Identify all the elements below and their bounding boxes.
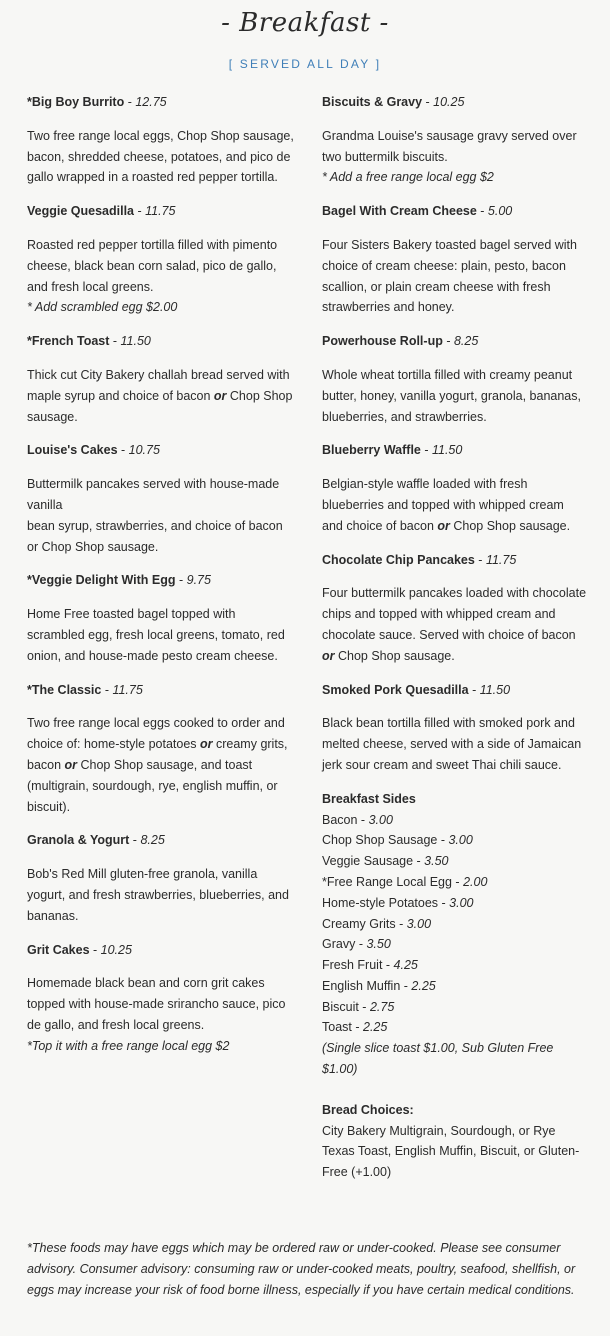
item-description: Belgian-style waffle loaded with fresh blueberries and topped with whipped cream and choice of bacon or Chop Shop sausage. (322, 477, 571, 533)
side-name: Gravy (322, 937, 356, 952)
side-item: Creamy Grits - 3.00 (322, 916, 432, 931)
side-item: Chop Shop Sausage - 3.00 (322, 833, 473, 848)
item-name: Biscuits & Gravy (322, 95, 423, 109)
item-name: *French Toast (27, 334, 110, 349)
item-name: Louise's Cakes (27, 443, 118, 458)
menu-item-header: Smoked Pork Quesadilla - 11.50 (322, 682, 511, 697)
side-name: Home-style Potatoes (322, 895, 439, 910)
item-note: * Add a free range local egg $2 (322, 170, 494, 185)
item-name: Powerhouse Roll-up (322, 334, 443, 349)
menu-item-header: Louise's Cakes - 10.75 (27, 443, 160, 458)
menu-item-header: Bagel With Cream Cheese - 5.00 (322, 204, 513, 219)
side-item: Biscuit - 2.75 (322, 999, 395, 1014)
side-item: Bacon - 3.00 (322, 812, 393, 827)
menu-item-header: Grit Cakes - 10.25 (27, 942, 132, 957)
item-name: Granola & Yogurt (27, 833, 130, 848)
menu-item (27, 92, 295, 188)
item-name: Bagel With Cream Cheese (322, 204, 477, 219)
bread-title: Bread Choices: (322, 1102, 414, 1117)
left-column (27, 92, 295, 1069)
item-description: Black bean tortilla filled with smoked pork and melted cheese, served with a side of Jamaican jerk sour cream and sweet Thai chili sauce. (322, 716, 582, 772)
item-price: 12.75 (135, 95, 167, 109)
side-item: English Muffin - 2.25 (322, 978, 436, 993)
side-price: 3.00 (449, 895, 474, 910)
side-name: Veggie Sausage (322, 854, 414, 869)
side-price: 3.00 (368, 812, 393, 827)
item-name: *Big Boy Burrito (27, 95, 125, 109)
menu-item-header: Granola & Yogurt - 8.25 (27, 833, 165, 848)
side-name: English Muffin (322, 978, 401, 993)
side-price: 2.25 (363, 1020, 388, 1035)
item-description: Two free range local eggs, Chop Shop sausage, bacon, shredded cheese, potatoes, and pico de gallo wrapped in a roasted red pepper tortilla. (27, 128, 294, 185)
side-item: Gravy - 3.50 (322, 937, 391, 952)
menu-item (27, 201, 295, 318)
item-price: 8.25 (140, 833, 165, 848)
item-name: Blueberry Waffle (322, 443, 421, 458)
side-name: Bacon (322, 812, 361, 827)
side-name: Chop Shop Sausage (322, 833, 438, 848)
item-description: Homemade black bean and corn grit cakes topped with house-made srirancho sauce, pico de gallo, and fresh local greens. (27, 976, 286, 1032)
menu-item (322, 680, 588, 776)
item-description: Whole wheat tortilla filled with creamy peanut butter, honey, vanilla yogurt, granola, bananas, blueberries, and strawberries. (322, 367, 581, 424)
sides-note: (Single slice toast $1.00, Sub Gluten Free $1.00) (322, 1041, 554, 1077)
item-description: Grandma Louise's sausage gravy served over two buttermilk biscuits. (322, 128, 577, 164)
side-name: Toast (322, 1020, 352, 1035)
side-price: 3.00 (448, 833, 473, 848)
item-note: *Top it with a free range local egg $2 (27, 1038, 230, 1053)
side-name: Creamy Grits (322, 916, 396, 931)
side-price: 3.50 (424, 854, 449, 869)
side-item: Veggie Sausage - 3.50 (322, 854, 449, 869)
item-description: Buttermilk pancakes served with house-made vanilla bean syrup, strawberries, and choice of bacon or Chop Shop sausage. (27, 477, 283, 554)
sides-title: Breakfast Sides (322, 791, 416, 806)
side-name: Biscuit (322, 999, 359, 1014)
item-price: 8.25 (453, 334, 479, 349)
menu-item (322, 331, 588, 427)
menu-item-header: *Big Boy Burrito - 12.75 (27, 95, 167, 109)
item-description: Roasted red pepper tortilla filled with pimento cheese, black bean corn salad, pico de gallo, and fresh local greens. (27, 237, 278, 294)
menu-item-header: *French Toast - 11.50 (27, 334, 151, 349)
side-item: *Free Range Local Egg - 2.00 (322, 874, 488, 889)
side-item: Toast - 2.25 (322, 1020, 388, 1035)
item-price: 11.50 (479, 682, 511, 697)
menu-item-header: Powerhouse Roll-up - 8.25 (322, 334, 479, 349)
menu-item-header: *Veggie Delight With Egg - 9.75 (27, 573, 211, 588)
menu-item-header: Blueberry Waffle - 11.50 (322, 443, 463, 458)
item-price: 11.75 (145, 204, 176, 219)
menu-item-header: Chocolate Chip Pancakes - 11.75 (322, 552, 517, 567)
menu-item (27, 680, 295, 818)
item-price: 11.75 (112, 682, 143, 697)
side-name: Fresh Fruit (322, 958, 383, 973)
menu-item-header: *The Classic - 11.75 (27, 682, 143, 697)
consumer-advisory: *These foods may have eggs which may be ordered raw or under-cooked. Please see consumer advisory. Consumer advisory: consuming raw or under-cooked meats, poultry, seafood, shellfish, or eggs may increase your risk of food borne illness, especially if you have certain medical conditions. (27, 1241, 576, 1297)
menu-item (322, 201, 588, 318)
item-name: *Veggie Delight With Egg (27, 573, 176, 588)
item-price: 9.75 (186, 573, 211, 588)
item-price: 11.75 (485, 552, 517, 567)
item-price: 11.50 (431, 443, 463, 458)
item-description: Home Free toasted bagel topped with scrambled egg, fresh local greens, tomato, red onion, and house-made pesto cream cheese. (27, 607, 285, 663)
menu-item (27, 940, 295, 1057)
item-price: 10.75 (128, 443, 160, 458)
side-item: Fresh Fruit - 4.25 (322, 958, 418, 973)
item-name: *The Classic (27, 682, 102, 697)
item-price: 10.25 (100, 942, 132, 957)
menu-item (27, 331, 295, 427)
menu-item (27, 830, 295, 926)
item-name: Smoked Pork Quesadilla (322, 682, 469, 697)
item-price: 5.00 (487, 204, 513, 219)
side-name: *Free Range Local Egg (322, 874, 452, 889)
menu-item (322, 440, 588, 536)
bread-desc: City Bakery Multigrain, Sourdough, or Rye Texas Toast, English Muffin, Biscuit, or Gluten-Free (+1.00) (322, 1123, 580, 1180)
item-description: Four buttermilk pancakes loaded with chocolate chips and topped with whipped cream and chocolate sauce. Served with choice of bacon or Chop Shop sausage. (322, 586, 587, 663)
item-price: 11.50 (120, 334, 151, 349)
side-price: 2.75 (369, 999, 395, 1014)
right-column (322, 92, 588, 1183)
bread-choices (322, 1100, 588, 1183)
menu-item (27, 570, 295, 666)
menu-item-header: Veggie Quesadilla - 11.75 (27, 204, 176, 219)
item-note: * Add scrambled egg $2.00 (27, 300, 178, 315)
side-price: 2.00 (463, 874, 488, 889)
item-description: Bob's Red Mill gluten-free granola, vanilla yogurt, and fresh strawberries, blueberries, and bananas. (27, 867, 289, 923)
menu-title: - Breakfast - (221, 8, 389, 38)
side-price: 3.00 (406, 916, 432, 931)
menu-item (322, 550, 588, 667)
side-item: Home-style Potatoes - 3.00 (322, 895, 474, 910)
menu-item-header: Biscuits & Gravy - 10.25 (322, 95, 465, 109)
side-price: 2.25 (411, 978, 436, 993)
side-price: 4.25 (393, 958, 418, 973)
item-description: Two free range local eggs cooked to order and choice of: home-style potatoes or creamy grits, bacon or Chop Shop sausage, and toast (multigrain, sourdough, rye, english muffin, or biscuit). (27, 716, 288, 814)
item-name: Grit Cakes (27, 942, 90, 957)
breakfast-sides (322, 789, 588, 1080)
item-description: Four Sisters Bakery toasted bagel served with choice of cream cheese: plain, pesto, bacon scallion, or plain cream cheese with fresh strawberries and honey. (322, 237, 577, 315)
menu-item (27, 440, 295, 557)
item-name: Chocolate Chip Pancakes (322, 552, 475, 567)
item-name: Veggie Quesadilla (27, 204, 134, 219)
menu-subtitle: [ SERVED ALL DAY ] (228, 57, 382, 71)
side-price: 3.50 (366, 937, 391, 952)
item-price: 10.25 (433, 95, 465, 109)
menu-item (322, 92, 588, 188)
item-description: Thick cut City Bakery challah bread served with maple syrup and choice of bacon or Chop Shop sausage. (27, 367, 293, 424)
